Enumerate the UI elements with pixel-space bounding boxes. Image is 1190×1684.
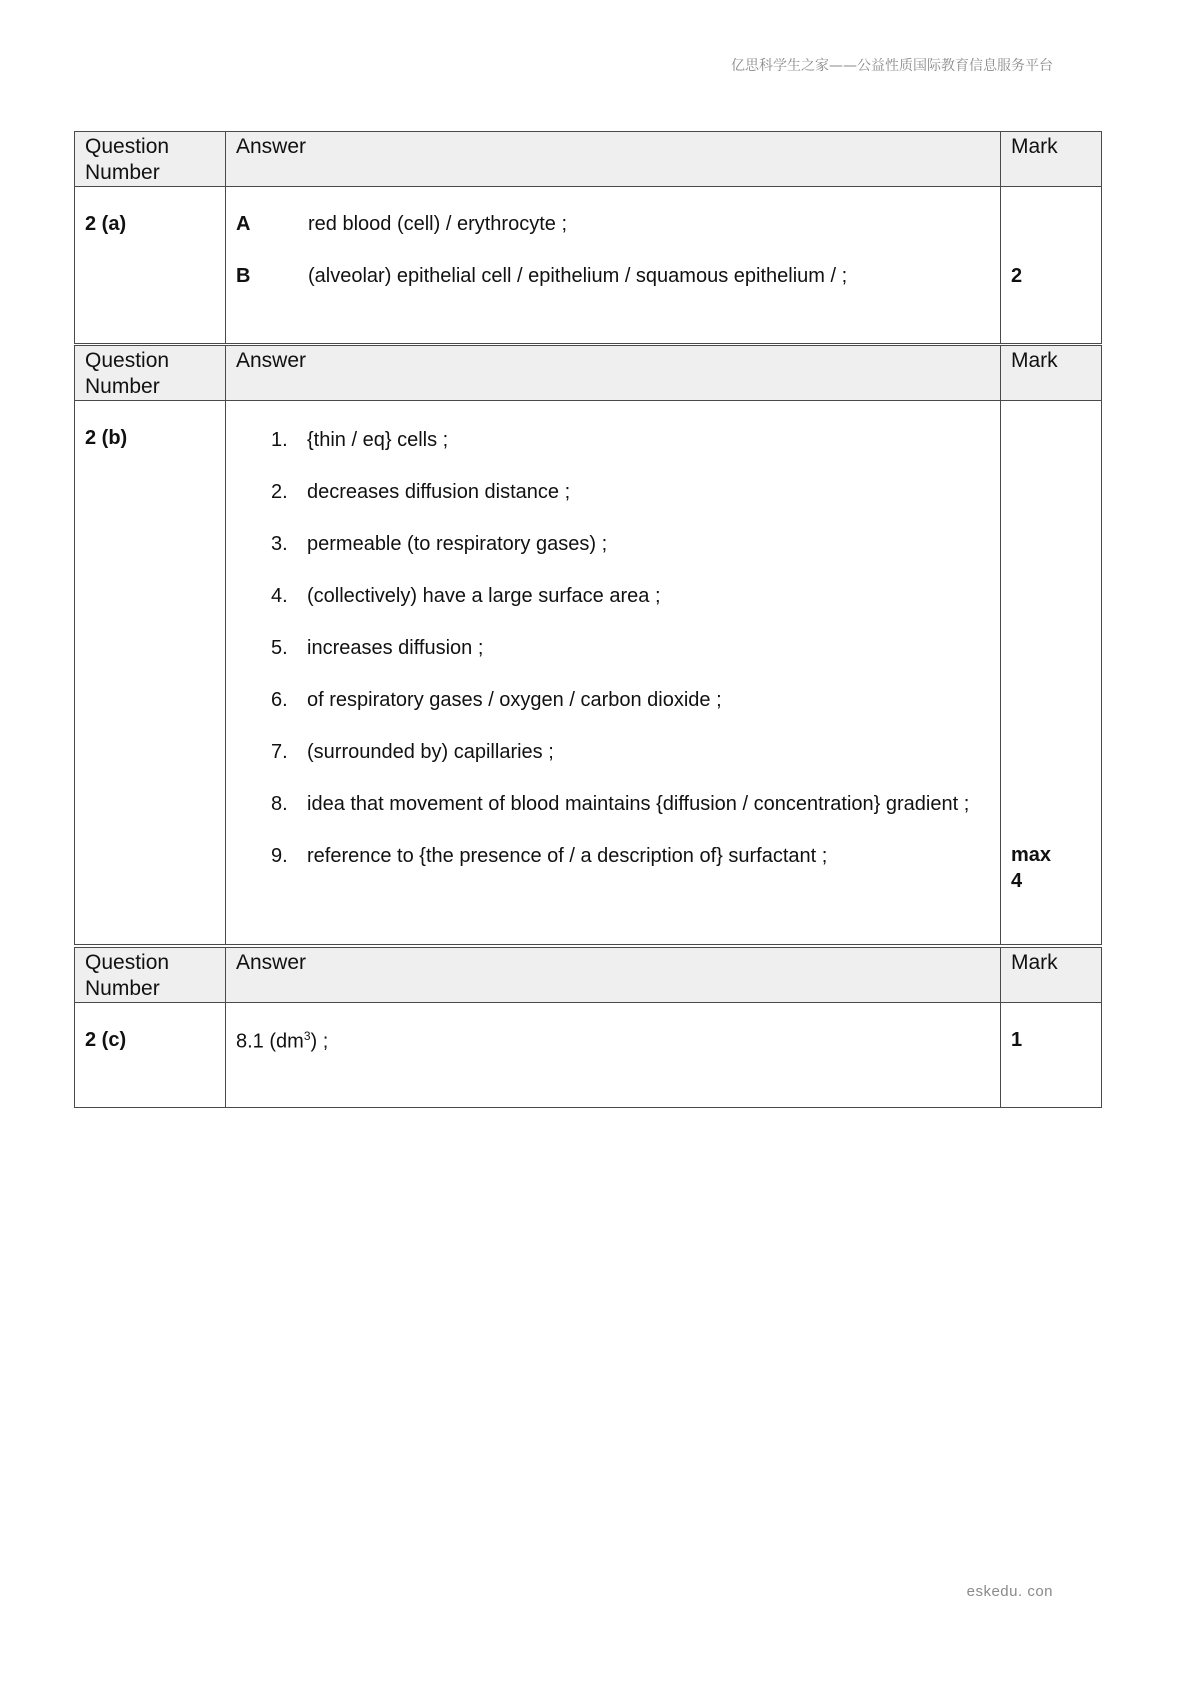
- answer-cell: [226, 187, 1001, 344]
- point-text: idea that movement of blood maintains {diffusion / concentration} gradient ;: [307, 793, 970, 815]
- mark-header: Mark: [1001, 132, 1102, 187]
- answer-cell: [226, 1003, 1001, 1108]
- question-number-header: Question Number: [75, 132, 226, 187]
- point-text: permeable (to respiratory gases) ;: [307, 533, 608, 555]
- table-row: [75, 401, 1102, 945]
- question-number-header: Question Number: [75, 948, 226, 1003]
- question-number: 2 (c): [75, 1003, 226, 1108]
- point-number: 7.: [271, 741, 288, 763]
- point-number: 2.: [271, 481, 288, 503]
- marking-point: [236, 687, 990, 713]
- point-number: 3.: [271, 533, 288, 555]
- mark-value: 4: [1011, 870, 1023, 892]
- answer-cell: [226, 401, 1001, 945]
- marking-point: [236, 583, 990, 609]
- mark-max-label: max: [1011, 844, 1052, 866]
- answer-header: Answer: [226, 346, 1001, 401]
- table-header-row: [75, 132, 1102, 187]
- point-number: 8.: [271, 793, 288, 815]
- marking-point: [236, 479, 990, 505]
- header-watermark: 亿思科学生之家——公益性质国际教育信息服务平台: [731, 58, 1053, 74]
- mark-scheme-table-2c: [74, 947, 1102, 1108]
- mark-value: 2: [1001, 187, 1102, 344]
- answer-item-label: A: [236, 213, 251, 235]
- footer-watermark: eskedu. con: [966, 1583, 1053, 1600]
- mark-cell: [1001, 401, 1102, 945]
- table-row: [75, 187, 1102, 344]
- marking-point: [236, 843, 990, 869]
- point-text: {thin / eq} cells ;: [307, 429, 449, 451]
- answer-item-a: [236, 213, 990, 239]
- table-header-row: [75, 346, 1102, 401]
- question-number-header: Question Number: [75, 346, 226, 401]
- answer-suffix: ) ;: [310, 1030, 329, 1053]
- mark-header: Mark: [1001, 346, 1102, 401]
- answer-item-label: B: [236, 265, 251, 287]
- mark-scheme-table-2a: [74, 131, 1102, 344]
- question-number: 2 (a): [75, 187, 226, 344]
- marking-points-list: [236, 427, 990, 869]
- point-text: decreases diffusion distance ;: [307, 481, 571, 503]
- point-text: (collectively) have a large surface area ;: [307, 585, 661, 607]
- table-row: [75, 1003, 1102, 1108]
- answer-header: Answer: [226, 132, 1001, 187]
- question-number: 2 (b): [75, 401, 226, 945]
- mark-header: Mark: [1001, 948, 1102, 1003]
- mark-value: 1: [1001, 1003, 1102, 1108]
- marking-point: [236, 739, 990, 765]
- answer-superscript: 3: [303, 1029, 311, 1043]
- point-text: of respiratory gases / oxygen / carbon dioxide ;: [307, 689, 722, 711]
- marking-point: [236, 635, 990, 661]
- point-number: 9.: [271, 845, 288, 867]
- point-text: reference to {the presence of / a description of} surfactant ;: [307, 845, 828, 867]
- answer-item-b: [236, 265, 990, 291]
- answer-item-text: red blood (cell) / erythrocyte ;: [308, 213, 567, 235]
- point-number: 6.: [271, 689, 288, 711]
- point-number: 4.: [271, 585, 288, 607]
- mark-scheme-table-2b: [74, 345, 1102, 945]
- point-number: 5.: [271, 637, 288, 659]
- point-text: increases diffusion ;: [307, 637, 484, 659]
- marking-point: [236, 791, 990, 817]
- point-number: 1.: [271, 429, 288, 451]
- answer-header: Answer: [226, 948, 1001, 1003]
- answer-item-text: (alveolar) epithelial cell / epithelium / squamous epithelium / ;: [308, 265, 848, 287]
- point-text: (surrounded by) capillaries ;: [307, 741, 554, 763]
- marking-point: [236, 427, 990, 453]
- table-header-row: [75, 948, 1102, 1003]
- marking-point: [236, 531, 990, 557]
- answer-value: 8.1 (dm: [236, 1030, 304, 1053]
